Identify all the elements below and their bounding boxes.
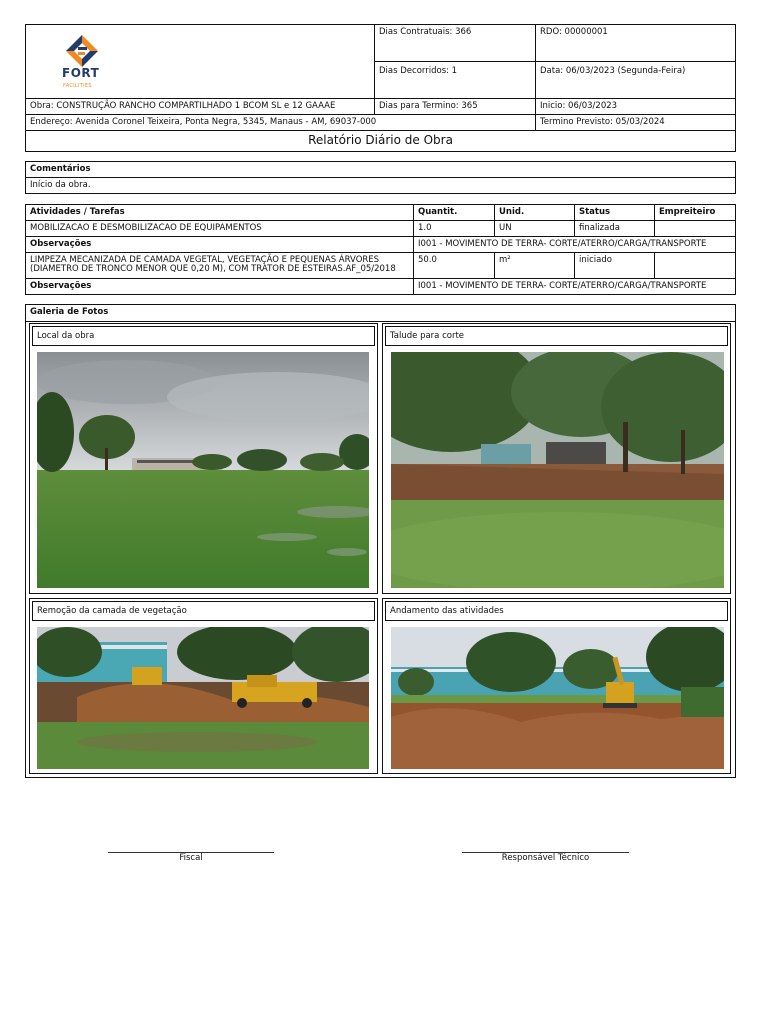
logo-cell [25, 24, 375, 99]
photo-caption-box [32, 326, 375, 346]
comments-text: Início da obra. [25, 177, 736, 194]
photo-caption-box [385, 326, 728, 346]
field-photo [37, 352, 369, 588]
photo-talude-para-corte[interactable] [391, 352, 724, 588]
photo-card [29, 598, 378, 774]
task-unit: m² [494, 252, 575, 279]
photo-caption: Remoção da camada de vegetação [37, 606, 187, 616]
col-header-contractor: Empreiteiro [654, 204, 736, 221]
report-date: Data: 06/03/2023 (Segunda-Feira) [535, 61, 736, 99]
photo-caption: Local da obra [37, 331, 95, 341]
fort-logo-icon [64, 35, 100, 67]
photo-caption-box [385, 601, 728, 621]
obs-label: Observações [25, 236, 414, 253]
endereco: Endereço: Avenida Coronel Teixeira, Ponta Negra, 5345, Manaus - AM, 69037-000 [25, 114, 536, 131]
comments-heading: Comentários [25, 161, 736, 178]
excavation-photo [37, 627, 369, 769]
task-contractor [654, 220, 736, 237]
rdo-number: RDO: 00000001 [535, 24, 736, 62]
photo-card [382, 323, 731, 594]
task-qty: 50.0 [413, 252, 495, 279]
dias-termino: Dias para Termino: 365 [374, 98, 536, 115]
slope-photo [391, 352, 724, 588]
photo-caption: Andamento das atividades [390, 606, 504, 616]
col-header-unit: Unid. [494, 204, 575, 221]
termino-previsto: Termino Previsto: 05/03/2024 [535, 114, 736, 131]
photo-card [29, 323, 378, 594]
gallery-heading: Galeria de Fotos [25, 304, 736, 322]
task-status: finalizada [574, 220, 655, 237]
photo-card [382, 598, 731, 774]
task-unit: UN [494, 220, 575, 237]
photo-local-da-obra[interactable] [37, 352, 369, 588]
logo-text: FORT [62, 66, 100, 80]
photo-remocao-vegetacao[interactable] [37, 627, 369, 769]
inicio-date: Inicio: 06/03/2023 [535, 98, 736, 115]
progress-photo [391, 627, 724, 769]
obs-label: Observações [25, 278, 414, 295]
logo-subtext: FACILITIES [63, 83, 92, 89]
col-header-status: Status [574, 204, 655, 221]
dias-decorridos: Dias Decorridos: 1 [374, 61, 536, 99]
report-title: Relatório Diário de Obra [25, 130, 736, 152]
photo-caption: Talude para corte [390, 331, 465, 341]
photo-andamento-atividades[interactable] [391, 627, 724, 769]
task-name: MOBILIZACAO E DESMOBILIZACAO DE EQUIPAMENTOS [25, 220, 414, 237]
col-header-qty: Quantit. [413, 204, 495, 221]
col-header-task: Atividades / Tarefas [25, 204, 414, 221]
task-contractor [654, 252, 736, 279]
task-name: LIMPEZA MECANIZADA DE CAMADA VEGETAL, VEGETAÇÃO E PEQUENAS ÁRVORES (DIAMETRO DE TRONCO MENOR QUE 0,20 M), COM TRATOR DE ESTEIRAS.AF_05/2018 [25, 252, 414, 279]
signature-responsavel: Responsável Técnico [501, 853, 590, 863]
signature-fiscal: Fiscal [179, 853, 203, 863]
obs-text: I001 - MOVIMENTO DE TERRA- CORTE/ATERRO/CARGA/TRANSPORTE [413, 236, 736, 253]
obs-text: I001 - MOVIMENTO DE TERRA- CORTE/ATERRO/CARGA/TRANSPORTE [413, 278, 736, 295]
obra-name: Obra: CONSTRUÇÃO RANCHO COMPARTILHADO 1 BCOM SL e 12 GAAAE [25, 98, 375, 115]
task-status: iniciado [574, 252, 655, 279]
photo-caption-box [32, 601, 375, 621]
dias-contratuais: Dias Contratuais: 366 [374, 24, 536, 62]
task-qty: 1.0 [413, 220, 495, 237]
